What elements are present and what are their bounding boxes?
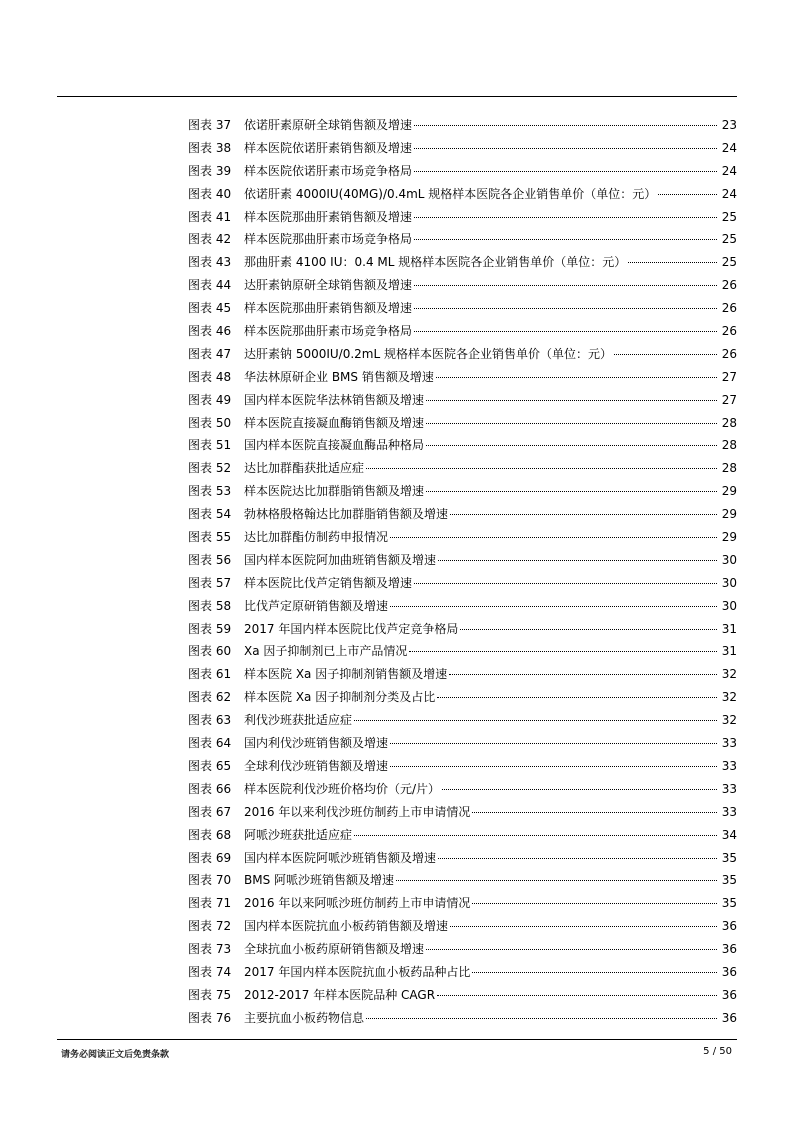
toc-entry-label: 图表 67 xyxy=(188,804,232,819)
toc-entry-title[interactable]: 国内样本医院直接凝血酶品种格局 xyxy=(244,438,425,453)
toc-entry[interactable] xyxy=(188,640,737,663)
toc-entry-title[interactable]: 达比加群酯获批适应症 xyxy=(244,461,365,476)
toc-entry-title[interactable]: 样本医院那曲肝素销售额及增速 xyxy=(244,209,413,224)
toc-dot-leader xyxy=(390,766,717,767)
toc-entry-title[interactable]: 国内样本医院阿哌沙班销售额及增速 xyxy=(244,850,437,865)
toc-entry[interactable] xyxy=(188,503,737,526)
toc-dot-leader xyxy=(414,125,717,126)
toc-entry-title[interactable]: 国内利伐沙班销售额及增速 xyxy=(244,736,389,751)
toc-dot-leader xyxy=(472,903,717,904)
toc-entry-label: 图表 58 xyxy=(188,598,232,613)
toc-entry-label: 图表 51 xyxy=(188,438,232,453)
footer-rule xyxy=(57,1039,737,1040)
toc-dot-leader xyxy=(414,239,717,240)
toc-entry[interactable] xyxy=(188,137,737,160)
toc-entry-page: 24 xyxy=(721,186,737,201)
toc-entry-label: 图表 41 xyxy=(188,209,232,224)
toc-entry-page: 29 xyxy=(721,484,737,499)
header-rule xyxy=(57,96,737,97)
toc-dot-leader xyxy=(426,423,717,424)
toc-entry-label: 图表 61 xyxy=(188,667,232,682)
toc-entry[interactable] xyxy=(188,732,737,755)
toc-entry-page: 25 xyxy=(721,209,737,224)
toc-dot-leader xyxy=(438,560,717,561)
toc-dot-leader xyxy=(437,995,717,996)
toc-entry-title[interactable]: 达肝素钠 5000IU/0.2mL 规格样本医院各企业销售单价（单位：元） xyxy=(244,346,612,361)
toc-entry-title[interactable]: 国内样本医院阿加曲班销售额及增速 xyxy=(244,552,437,567)
toc-entry-page: 34 xyxy=(721,827,737,842)
toc-entry-title[interactable]: 达比加群酯仿制药申报情况 xyxy=(244,530,389,545)
toc-entry-page: 36 xyxy=(721,919,737,934)
toc-entry[interactable] xyxy=(188,389,737,412)
toc-entry-label: 图表 54 xyxy=(188,507,232,522)
toc-entry-title[interactable]: BMS 阿哌沙班销售额及增速 xyxy=(244,873,395,888)
toc-dot-leader xyxy=(426,445,717,446)
toc-dot-leader xyxy=(390,743,717,744)
toc-entry[interactable] xyxy=(188,366,737,389)
toc-entry-title[interactable]: 国内样本医院华法林销售额及增速 xyxy=(244,392,425,407)
toc-entry-page: 33 xyxy=(721,781,737,796)
toc-entry[interactable] xyxy=(188,892,737,915)
toc-entry-page: 29 xyxy=(721,530,737,545)
toc-entry[interactable] xyxy=(188,663,737,686)
toc-entry-label: 图表 72 xyxy=(188,919,232,934)
toc-entry-title[interactable]: 样本医院那曲肝素市场竞争格局 xyxy=(244,232,413,247)
toc-entry-label: 图表 64 xyxy=(188,736,232,751)
toc-entry[interactable] xyxy=(188,915,737,938)
toc-entry[interactable] xyxy=(188,595,737,618)
toc-dot-leader xyxy=(396,880,717,881)
toc-entry-title[interactable]: 阿哌沙班获批适应症 xyxy=(244,827,353,842)
toc-dot-leader xyxy=(658,194,717,195)
toc-entry-page: 27 xyxy=(721,392,737,407)
toc-entry[interactable] xyxy=(188,320,737,343)
toc-entry-page: 32 xyxy=(721,713,737,728)
toc-dot-leader xyxy=(426,949,717,950)
toc-entry-label: 图表 48 xyxy=(188,369,232,384)
toc-entry-page: 24 xyxy=(721,140,737,155)
toc-entry-title[interactable]: 利伐沙班获批适应症 xyxy=(244,713,353,728)
toc-entry-page: 36 xyxy=(721,942,737,957)
toc-entry-label: 图表 42 xyxy=(188,232,232,247)
toc-dot-leader xyxy=(426,400,717,401)
toc-entry-page: 33 xyxy=(721,804,737,819)
toc-entry-title[interactable]: 2012-2017 年样本医院品种 CAGR xyxy=(244,987,436,1002)
toc-entry-page: 28 xyxy=(721,461,737,476)
toc-dot-leader xyxy=(438,858,717,859)
toc-entry-title[interactable]: 样本医院依诺肝素市场竞争格局 xyxy=(244,163,413,178)
toc-entry-label: 图表 46 xyxy=(188,324,232,339)
toc-dot-leader xyxy=(414,331,717,332)
toc-entry-label: 图表 76 xyxy=(188,1010,232,1025)
toc-entry-label: 图表 74 xyxy=(188,964,232,979)
toc-dot-leader xyxy=(460,629,717,630)
toc-entry-page: 33 xyxy=(721,758,737,773)
toc-entry[interactable] xyxy=(188,183,737,206)
toc-entry-title[interactable]: 那曲肝素 4100 IU：0.4 ML 规格样本医院各企业销售单价（单位：元） xyxy=(244,255,627,270)
toc-entry[interactable] xyxy=(188,412,737,435)
toc-entry-page: 25 xyxy=(721,255,737,270)
toc-entry[interactable] xyxy=(188,801,737,824)
toc-entry[interactable] xyxy=(188,618,737,641)
toc-entry[interactable] xyxy=(188,114,737,137)
toc-entry-label: 图表 63 xyxy=(188,713,232,728)
toc-entry-page: 31 xyxy=(721,621,737,636)
toc-entry[interactable] xyxy=(188,274,737,297)
toc-dot-leader xyxy=(414,148,717,149)
toc-entry[interactable] xyxy=(188,457,737,480)
toc-dot-leader xyxy=(436,377,717,378)
toc-entry-page: 29 xyxy=(721,507,737,522)
toc-entry[interactable] xyxy=(188,251,737,274)
toc-entry-label: 图表 68 xyxy=(188,827,232,842)
toc-dot-leader xyxy=(628,262,717,263)
toc-entry-label: 图表 62 xyxy=(188,690,232,705)
toc-entry-label: 图表 40 xyxy=(188,186,232,201)
toc-entry-page: 32 xyxy=(721,667,737,682)
toc-entry-title[interactable]: 样本医院那曲肝素销售额及增速 xyxy=(244,301,413,316)
toc-entry-title[interactable]: 2016 年以来阿哌沙班仿制药上市申请情况 xyxy=(244,896,471,911)
toc-entry-title[interactable]: 比伐芦定原研销售额及增速 xyxy=(244,598,389,613)
toc-entry[interactable] xyxy=(188,434,737,457)
table-of-figures xyxy=(188,114,737,1030)
toc-entry[interactable] xyxy=(188,206,737,229)
toc-entry-label: 图表 57 xyxy=(188,575,232,590)
toc-entry-title[interactable]: 样本医院达比加群脂销售额及增速 xyxy=(244,484,425,499)
toc-entry-title[interactable]: 样本医院那曲肝素市场竞争格局 xyxy=(244,324,413,339)
toc-entry-page: 26 xyxy=(721,346,737,361)
toc-entry-page: 35 xyxy=(721,896,737,911)
toc-entry-label: 图表 44 xyxy=(188,278,232,293)
toc-dot-leader xyxy=(450,926,717,927)
toc-entry-label: 图表 69 xyxy=(188,850,232,865)
toc-entry-label: 图表 59 xyxy=(188,621,232,636)
toc-entry[interactable] xyxy=(188,709,737,732)
toc-entry-label: 图表 39 xyxy=(188,163,232,178)
toc-entry[interactable] xyxy=(188,1007,737,1030)
toc-entry-title[interactable]: 样本医院 Xa 因子抑制剂销售额及增速 xyxy=(244,667,448,682)
toc-entry-page: 32 xyxy=(721,690,737,705)
toc-entry-label: 图表 70 xyxy=(188,873,232,888)
toc-dot-leader xyxy=(414,171,717,172)
toc-entry[interactable] xyxy=(188,755,737,778)
toc-entry-title[interactable]: 样本医院利伐沙班价格均价（元/片） xyxy=(244,781,441,796)
toc-entry[interactable] xyxy=(188,480,737,503)
toc-dot-leader xyxy=(450,514,717,515)
toc-entry-label: 图表 65 xyxy=(188,758,232,773)
toc-entry-page: 27 xyxy=(721,369,737,384)
toc-entry-page: 35 xyxy=(721,850,737,865)
toc-entry[interactable] xyxy=(188,160,737,183)
toc-entry-page: 28 xyxy=(721,415,737,430)
toc-entry-page: 36 xyxy=(721,987,737,1002)
toc-entry-label: 图表 60 xyxy=(188,644,232,659)
toc-entry-page: 31 xyxy=(721,644,737,659)
page-number: 5 / 50 xyxy=(703,1046,732,1057)
toc-entry-label: 图表 55 xyxy=(188,530,232,545)
toc-entry-label: 图表 50 xyxy=(188,415,232,430)
toc-entry-title[interactable]: 样本医院直接凝血酶销售额及增速 xyxy=(244,415,425,430)
toc-entry-title[interactable]: 依诺肝素 4000IU(40MG)/0.4mL 规格样本医院各企业销售单价（单位：元） xyxy=(244,186,657,201)
toc-dot-leader xyxy=(472,972,717,973)
toc-entry-page: 30 xyxy=(721,598,737,613)
toc-entry-page: 30 xyxy=(721,575,737,590)
toc-dot-leader xyxy=(366,1018,717,1019)
toc-dot-leader xyxy=(414,285,717,286)
toc-entry-page: 36 xyxy=(721,1010,737,1025)
toc-dot-leader xyxy=(409,651,717,652)
toc-dot-leader xyxy=(414,217,717,218)
toc-dot-leader xyxy=(614,354,717,355)
toc-entry-title[interactable]: 依诺肝素原研全球销售额及增速 xyxy=(244,118,413,132)
toc-entry[interactable] xyxy=(188,778,737,801)
toc-entry[interactable] xyxy=(188,526,737,549)
toc-entry-title[interactable]: 2017 年国内样本医院抗血小板药品种占比 xyxy=(244,964,471,979)
toc-dot-leader xyxy=(426,491,717,492)
toc-entry-page: 33 xyxy=(721,736,737,751)
toc-entry[interactable] xyxy=(188,869,737,892)
toc-entry-title[interactable]: 2017 年国内样本医院比伐芦定竞争格局 xyxy=(244,621,459,636)
toc-entry-title[interactable]: 达肝素钠原研全球销售额及增速 xyxy=(244,278,413,293)
toc-entry[interactable] xyxy=(188,984,737,1007)
toc-entry-page: 26 xyxy=(721,301,737,316)
toc-entry-title[interactable]: 国内样本医院抗血小板药销售额及增速 xyxy=(244,919,449,934)
toc-entry-title[interactable]: Xa 因子抑制剂已上市产品情况 xyxy=(244,644,408,659)
toc-entry[interactable] xyxy=(188,961,737,984)
toc-dot-leader xyxy=(414,308,717,309)
toc-entry-page: 36 xyxy=(721,964,737,979)
toc-entry-label: 图表 49 xyxy=(188,392,232,407)
toc-entry[interactable] xyxy=(188,686,737,709)
toc-entry-page: 28 xyxy=(721,438,737,453)
toc-dot-leader xyxy=(366,468,717,469)
toc-dot-leader xyxy=(354,720,717,721)
toc-entry[interactable] xyxy=(188,938,737,961)
toc-entry-title[interactable]: 华法林原研企业 BMS 销售额及增速 xyxy=(244,369,434,384)
toc-dot-leader xyxy=(449,674,717,675)
toc-dot-leader xyxy=(390,606,717,607)
toc-entry-title[interactable]: 样本医院 Xa 因子抑制剂分类及占比 xyxy=(244,690,436,705)
toc-entry[interactable] xyxy=(188,297,737,320)
toc-entry-page: 30 xyxy=(721,552,737,567)
toc-entry-label: 图表 52 xyxy=(188,461,232,476)
toc-dot-leader xyxy=(442,789,717,790)
toc-entry-title[interactable]: 2016 年以来利伐沙班仿制药上市申请情况 xyxy=(244,804,471,819)
toc-dot-leader xyxy=(354,835,717,836)
toc-entry-title[interactable]: 样本医院比伐芦定销售额及增速 xyxy=(244,575,413,590)
toc-entry-page: 23 xyxy=(721,118,737,132)
toc-entry-title[interactable]: 主要抗血小板药物信息 xyxy=(244,1010,365,1025)
toc-entry-label: 图表 53 xyxy=(188,484,232,499)
toc-entry-page: 24 xyxy=(721,163,737,178)
toc-dot-leader xyxy=(437,697,717,698)
toc-entry-page: 26 xyxy=(721,278,737,293)
toc-entry-page: 26 xyxy=(721,324,737,339)
toc-entry-label: 图表 45 xyxy=(188,301,232,316)
toc-entry[interactable] xyxy=(188,572,737,595)
toc-entry-label: 图表 75 xyxy=(188,987,232,1002)
toc-entry-label: 图表 66 xyxy=(188,781,232,796)
toc-entry-label: 图表 43 xyxy=(188,255,232,270)
toc-entry[interactable] xyxy=(188,343,737,366)
toc-entry-label: 图表 38 xyxy=(188,140,232,155)
toc-entry-title[interactable]: 全球利伐沙班销售额及增速 xyxy=(244,758,389,773)
toc-entry[interactable] xyxy=(188,847,737,870)
toc-dot-leader xyxy=(390,537,717,538)
toc-entry[interactable] xyxy=(188,824,737,847)
toc-entry-label: 图表 37 xyxy=(188,118,232,132)
toc-entry-label: 图表 73 xyxy=(188,942,232,957)
toc-entry-label: 图表 71 xyxy=(188,896,232,911)
toc-dot-leader xyxy=(414,583,717,584)
toc-entry-title[interactable]: 样本医院依诺肝素销售额及增速 xyxy=(244,140,413,155)
toc-entry[interactable] xyxy=(188,549,737,572)
toc-entry-title[interactable]: 全球抗血小板药原研销售额及增速 xyxy=(244,942,425,957)
toc-entry-label: 图表 56 xyxy=(188,552,232,567)
toc-entry-page: 35 xyxy=(721,873,737,888)
toc-entry-title[interactable]: 勃林格殷格翰达比加群脂销售额及增速 xyxy=(244,507,449,522)
toc-entry-page: 25 xyxy=(721,232,737,247)
footer-disclaimer: 请务必阅读正文后免责条款 xyxy=(61,1050,170,1060)
toc-entry[interactable] xyxy=(188,228,737,251)
toc-dot-leader xyxy=(472,812,717,813)
toc-entry-label: 图表 47 xyxy=(188,346,232,361)
